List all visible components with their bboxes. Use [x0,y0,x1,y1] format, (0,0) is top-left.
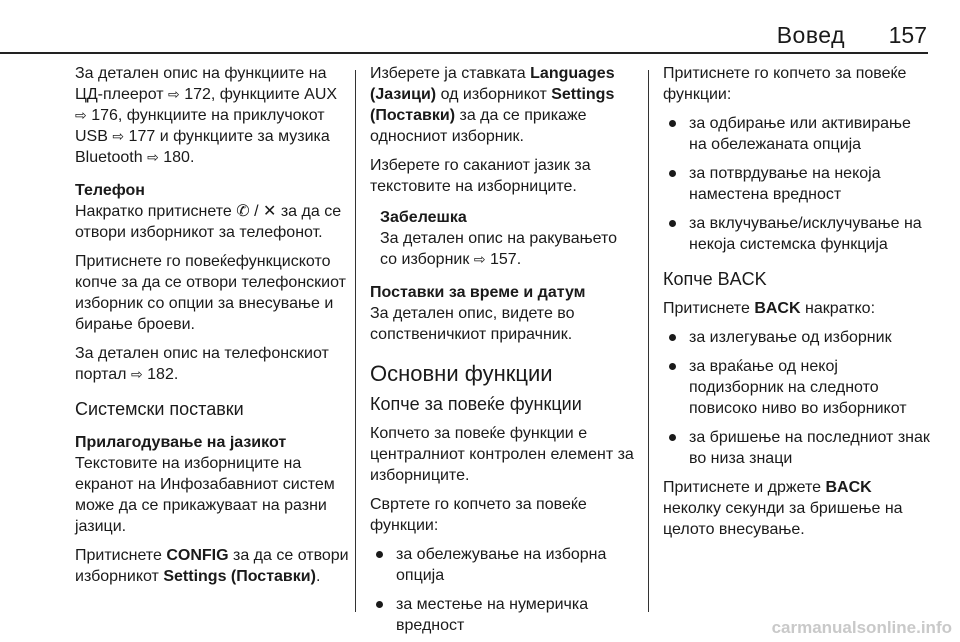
bullet-icon [669,120,676,127]
column-1 [75,63,350,612]
paragraph: Текстовите на изборниците на екранот на Инфозабавниот систем може да се прикажуваат на разни јазици. [75,455,335,535]
column-3 [663,63,930,612]
subheading-language: Прилагодување на јазикот [75,434,287,451]
list-item: за обележување на изборна опција [370,544,635,586]
paragraph: Накратко притиснете ✆ / ✕ за да се отвори изборникот за телефонот. [75,203,342,241]
list-item: за враќање од некој подизборник на следното повисоко ниво во изборникот [663,356,930,419]
phone-call-icon: ✆ [236,203,250,220]
bullet-icon [669,363,676,370]
page-ref-icon: ⇨ [168,86,180,102]
column-divider [355,70,356,612]
list-item: за бришење на последниот знак во низа знаци [663,427,930,469]
column-2 [370,63,635,634]
page-ref-icon: ⇨ [130,366,143,382]
column-divider [648,70,649,612]
phone-hangup-icon: ✕ [262,203,277,220]
note-text: За детален опис на ракувањето со изборник ⇨ 157. [380,230,618,268]
paragraph: Притиснете и држете BACK неколку секунди за бришење на целото внесување. [663,479,903,538]
page-number: 157 [888,22,927,48]
paragraph: За детален опис на функциите на ЦД-плеерот ⇨ 172, функциите AUX ⇨ 176, функциите на приклучокот USB ⇨ 177 и функциите за музика Bluetooth ⇨ 180. [75,65,338,166]
list-item: за излегување од изборник [663,327,930,348]
heading-basic-functions: Основни функции [370,361,553,386]
paragraph: За детален опис на телефонскиот портал ⇨ 182. [75,345,329,383]
paragraph: Притиснете CONFIG за да се отвори изборникот Settings (Поставки). [75,547,349,585]
page-ref-icon: ⇨ [473,251,486,267]
list-item: за потврдување на некоја наместена вредност [663,163,930,205]
bullet-list [663,113,930,255]
bullet-list [370,544,635,636]
paragraph: Притиснете го копчето за повеќе функции: [663,65,907,103]
paragraph: За детален опис, видете во сопственичкиот прирачник. [370,305,575,343]
bullet-icon [669,434,676,441]
bullet-icon [376,601,383,608]
note-title: Забелешка [380,209,467,226]
section-title: Вовед [776,22,845,48]
bullet-icon [376,551,383,558]
page-ref-icon: ⇨ [112,128,125,144]
watermark: carmanualsonline.info [771,618,952,637]
heading-back-button: Копче BACK [663,269,767,289]
page-ref-icon: ⇨ [75,107,87,123]
bullet-icon [669,220,676,227]
heading-multifunction-knob: Копче за повеќе функции [370,394,582,414]
page-ref-icon: ⇨ [147,149,159,165]
header-rule [0,52,928,54]
heading-system-settings: Системски поставки [75,399,244,419]
bullet-list [663,327,930,469]
paragraph: Притиснете BACK накратко: [663,300,876,317]
subheading-time-date: Поставки за време и датум [370,284,586,301]
paragraph: Свртете го копчето за повеќе функции: [370,496,587,534]
paragraph: Изберете го саканиот јазик за текстовите на изборниците. [370,157,591,195]
list-item: за местење на нумеричка вредност [370,594,635,636]
subheading-phone: Телефон [75,182,145,199]
paragraph: Изберете ја ставката Languages (Јазици) од изборникот Settings (Поставки) за да се прикаже односниот изборник. [370,65,615,145]
paragraph: Притиснете го повеќефункциското копче за да се отвори телефонскиот изборник со опции за внесување и бирање броеви. [75,253,346,333]
paragraph: Копчето за повеќе функции е централниот контролен елемент за изборниците. [370,425,634,484]
note-box [380,207,635,270]
bullet-icon [669,334,676,341]
page-header [0,0,960,56]
bullet-icon [669,170,676,177]
list-item: за одбирање или активирање на обележаната опција [663,113,930,155]
list-item: за вклучување/исклучување на некоја системска функција [663,213,930,255]
